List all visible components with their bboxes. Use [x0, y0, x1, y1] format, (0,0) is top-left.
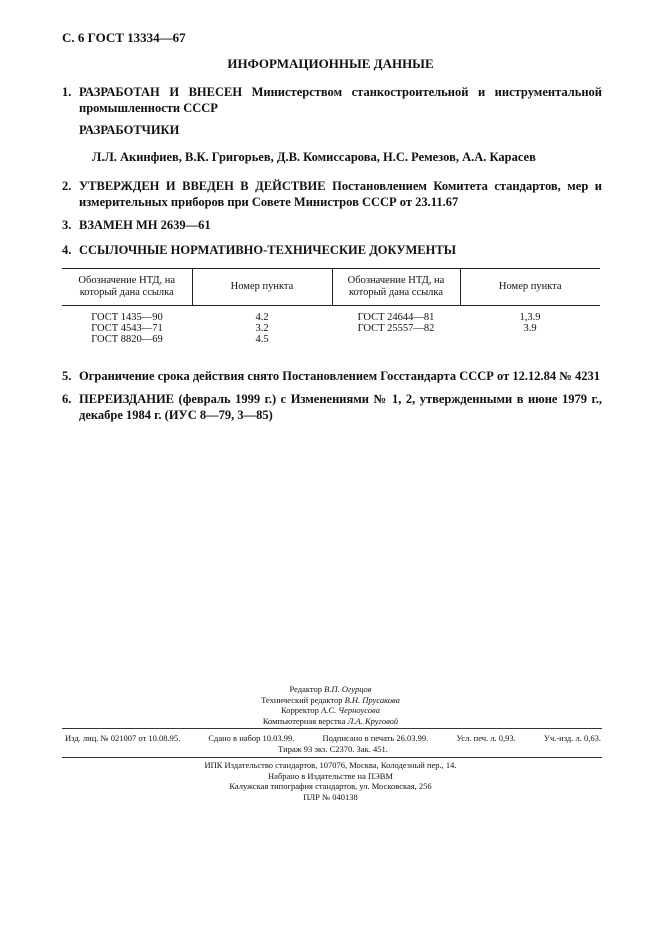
license: Изд. лиц. № 021007 от 10.08.95.: [65, 733, 181, 743]
edit-sheets: Уч.-изд. л. 0,63.: [543, 733, 601, 743]
section-text: Министерством станкостроительной и инструментальной промышленности СССР: [79, 85, 602, 115]
section-2: [62, 178, 602, 210]
signed-date: Подписано в печать 26.03.99.: [322, 733, 429, 743]
typeset-date: Сдано в набор 10.03.99.: [208, 733, 295, 743]
imprint-line: Калужская типография стандартов, ул. Московская, 256: [229, 781, 432, 791]
print-sheets: Усл. печ. л. 0,93.: [456, 733, 516, 743]
section-1: [62, 84, 602, 116]
cell-doc-a: ГОСТ 4543—71: [91, 323, 163, 334]
divider: [62, 728, 602, 729]
table-row: [62, 306, 600, 324]
credit-tech-editor: Технический редактор В.Н. Прусакова: [261, 694, 400, 705]
imprint-line: ПЛР № 040138: [303, 791, 358, 802]
table-row: [62, 334, 600, 345]
cell-doc-b: ГОСТ 25557—82: [357, 323, 435, 334]
cell-item-a: 4.5: [255, 334, 269, 345]
credits-block: [0, 684, 661, 726]
section-number: 3.: [62, 218, 72, 232]
table-row: [62, 323, 600, 334]
cell-item-b: [460, 334, 600, 345]
cell-item-a: 4.2: [255, 312, 269, 323]
credit-layout: Компьютерная верстка Л.А. Круговой: [262, 715, 399, 726]
col-item-a: Номер пункта: [192, 269, 332, 306]
divider: [62, 757, 602, 758]
document-title: ИНФОРМАЦИОННЫЕ ДАННЫЕ: [227, 56, 434, 71]
cell-doc-a: ГОСТ 8820—69: [91, 334, 163, 345]
section-text: Постановлением Комитета стандартов, мер и измерительных приборов при Совете Министров СССР от 23.11.67: [79, 179, 602, 209]
col-doc-a: Обозначение НТД, на который дана ссылка: [62, 269, 192, 306]
section-4: [62, 242, 602, 258]
cell-doc-a: ГОСТ 1435—90: [91, 312, 163, 323]
cell-item-b: 3.9: [523, 323, 537, 334]
section-number: 4.: [62, 243, 72, 257]
cell-item-a: 3.2: [255, 323, 269, 334]
ntd-table: [62, 268, 600, 345]
section-number: 2.: [62, 179, 72, 193]
section-lead: РАЗРАБОТАН И ВНЕСЕН: [79, 85, 243, 99]
section-text: ССЫЛОЧНЫЕ НОРМАТИВНО-ТЕХНИЧЕСКИЕ ДОКУМЕНТЫ: [79, 243, 456, 257]
imprint-block: [0, 760, 661, 802]
cell-doc-b: [332, 334, 460, 345]
developers-list: Л.Л. Акинфиев, В.К. Григорьев, Д.В. Комиссарова, Н.С. Ремезов, А.А. Карасев: [92, 150, 536, 164]
run-info: Тираж 93 экз. С2370. Зак. 451.: [278, 744, 388, 754]
credit-corrector: Корректор А.С. Черноусова: [281, 705, 380, 715]
section-lead: ПЕРЕИЗДАНИЕ: [79, 392, 175, 406]
section-3: [62, 217, 602, 233]
cell-item-b: 1,3.9: [519, 312, 541, 323]
col-item-b: Номер пункта: [460, 269, 600, 306]
page-header: С. 6 ГОСТ 13334—67: [62, 30, 186, 45]
section-text: ВЗАМЕН МН 2639—61: [79, 218, 211, 232]
section-number: 5.: [62, 369, 72, 383]
section-number: 1.: [62, 85, 72, 99]
section-number: 6.: [62, 392, 72, 406]
section-lead: УТВЕРЖДЕН И ВВЕДЕН В ДЕЙСТВИЕ: [79, 179, 326, 193]
section-5: [62, 368, 602, 384]
col-doc-b: Обозначение НТД, на который дана ссылка: [332, 269, 460, 306]
imprint-line: ИПК Издательство стандартов, 107076, Москва, Колодезный пер., 14.: [204, 760, 457, 770]
cell-doc-b: ГОСТ 24644—81: [357, 312, 435, 323]
credit-editor: Редактор В.П. Огурцов: [289, 684, 372, 694]
section-text: Ограничение срока действия снято Постановлением Госстандарта СССР от 12.12.84 № 4231: [79, 369, 600, 383]
table-header-row: [62, 269, 600, 306]
developers-heading: РАЗРАБОТЧИКИ: [79, 123, 180, 137]
imprint-line: Набрано в Издательстве на ПЭВМ: [268, 770, 393, 781]
section-text: (февраль 1999 г.) с Изменениями № 1, 2, утвержденными в июне 1979 г., декабре 1984 г. (ИУС 8—79, 3—85): [79, 392, 603, 422]
publication-info: [65, 733, 601, 755]
section-6: [62, 391, 602, 423]
